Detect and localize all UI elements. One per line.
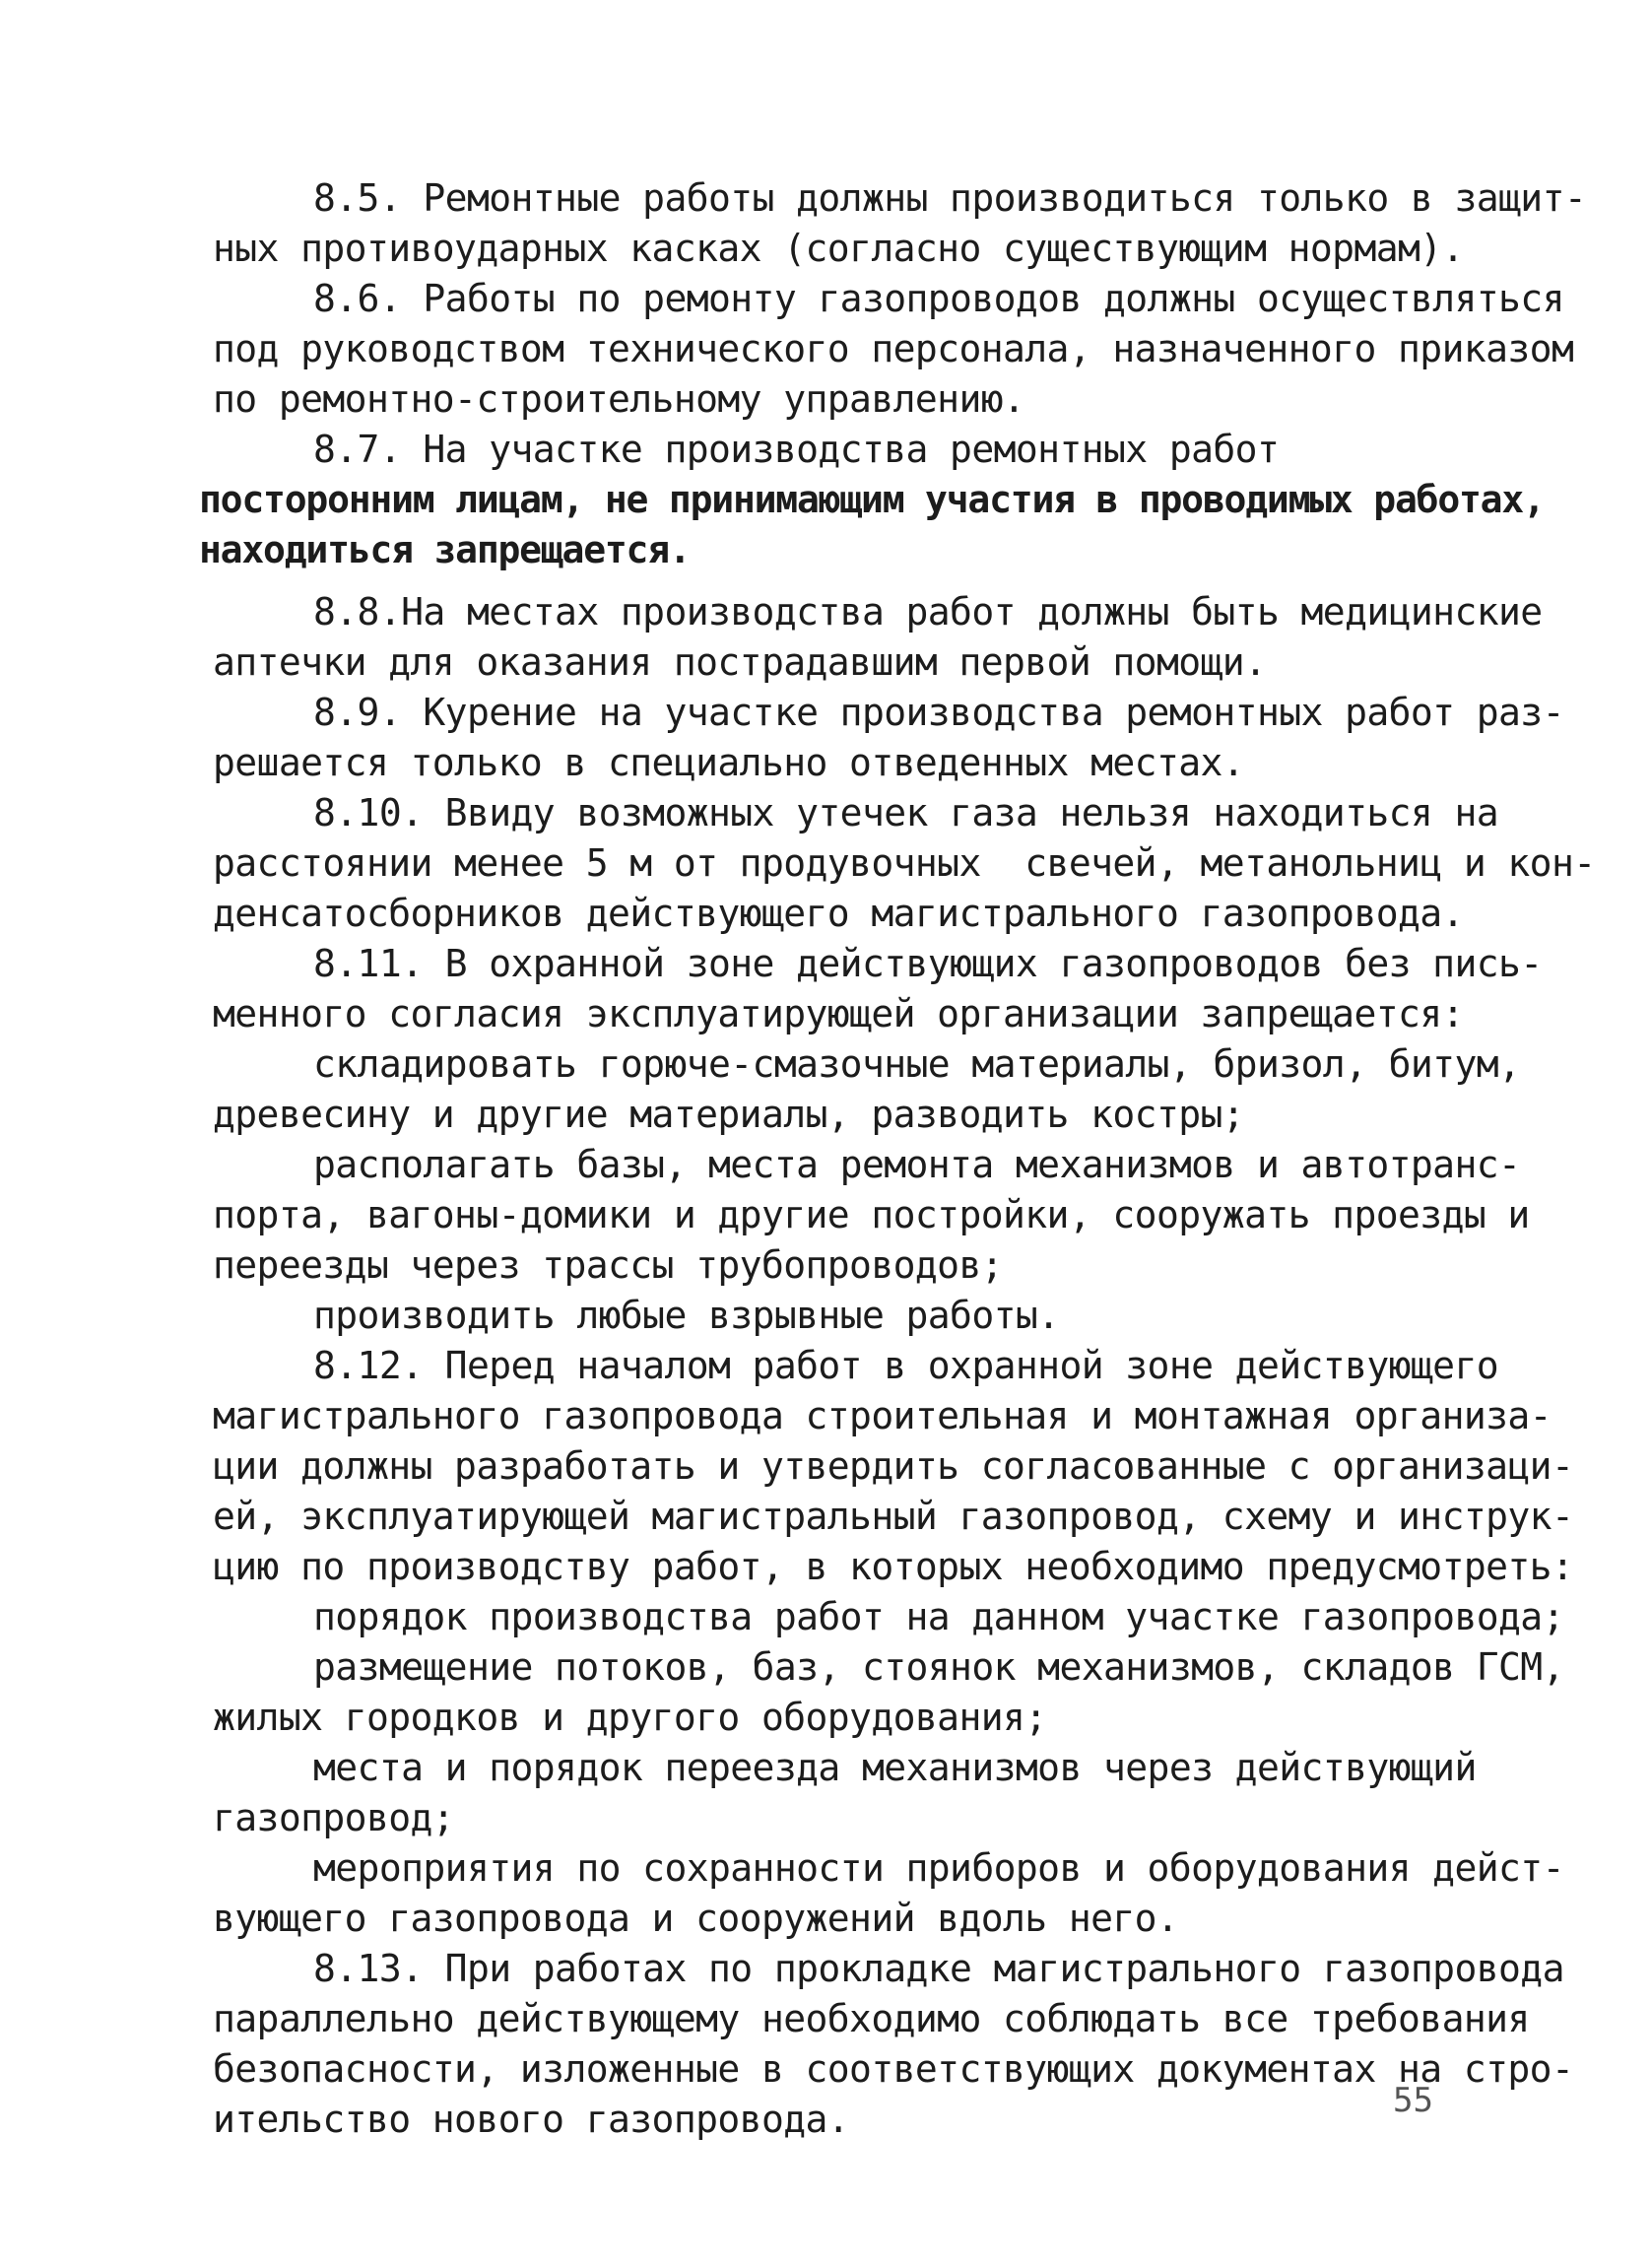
paragraph-8-5-line: 8.5. Ремонтные работы должны производиться только в защит- [313,176,1587,220]
paragraph-8-9-line: решается только в специально отведенных местах. [213,741,1245,784]
paragraph-8-13-line: безопасности, изложенные в соответствующих документах на стро- [213,2047,1574,2091]
paragraph-8-12-line: ей, эксплуатирующей магистральный газопровод, схему и инструк- [213,1495,1574,1538]
paragraph-8-11-line: 8.11. В охранной зоне действующих газопроводов без пись- [313,942,1543,985]
paragraph-8-7-line: 8.7. На участке производства ремонтных работ [313,428,1280,471]
paragraph-8-12-line: магистрального газопровода строительная и монтажная организа- [213,1394,1552,1437]
paragraph-8-12-line: ции должны разработать и утвердить согласованные с организаци- [213,1444,1574,1488]
list-item-line: переезды через трассы трубопроводов; [213,1243,1004,1287]
paragraph-8-13-line: параллельно действующему необходимо соблюдать все требования [213,1997,1530,2040]
list-item-line: мероприятия по сохранности приборов и оборудования дейст- [313,1846,1564,1890]
list-item-line: места и порядок переезда механизмов через действующий [313,1746,1477,1789]
list-item-line: располагать базы, места ремонта механизмов и автотранс- [313,1143,1521,1186]
paragraph-8-10-line: 8.10. Ввиду возможных утечек газа нельзя находиться на [313,791,1499,834]
paragraph-8-10-line: денсатосборников действующего магистрального газопровода. [213,892,1464,935]
paragraph-8-6-line: под руководством технического персонала, назначенного приказом [213,327,1574,370]
list-item-line: складировать горюче-смазочные материалы, бризол, битум, [313,1042,1521,1086]
list-item-line: порядок производства работ на данном участке газопровода; [313,1595,1564,1638]
paragraph-8-5-line: ных противоударных касках (согласно существующим нормам). [213,227,1464,270]
list-item-line: производить любые взрывные работы. [313,1294,1060,1337]
page-number: 55 [1393,2081,1433,2120]
paragraph-8-13-line: 8.13. При работах по прокладке магистрального газопровода [313,1947,1564,1990]
paragraph-8-6-line: по ремонтно-строительному управлению. [213,377,1025,421]
paragraph-8-13-line: ительство нового газопровода. [213,2098,850,2141]
paragraph-8-7-bold-line: посторонним лицам, не принимающим участия в проводимых работах, [199,478,1545,521]
paragraph-8-7-bold-line: находиться запрещается. [199,528,691,571]
paragraph-8-12-line: 8.12. Перед началом работ в охранной зоне действующего [313,1344,1499,1387]
paragraph-8-11-line: менного согласия эксплуатирующей организации запрещается: [213,992,1464,1035]
paragraph-8-10-line: расстоянии менее 5 м от продувочных свечей, метанольниц и кон- [213,841,1596,885]
list-item-line: жилых городков и другого оборудования; [213,1696,1047,1739]
list-item-line: газопровод; [213,1796,455,1839]
paragraph-8-9-line: 8.9. Курение на участке производства ремонтных работ раз- [313,691,1564,734]
paragraph-8-12-line: цию по производству работ, в которых необходимо предусмотреть: [213,1545,1574,1588]
list-item-line: порта, вагоны-домики и другие постройки, сооружать проезды и [213,1193,1530,1236]
paragraph-8-8-line: 8.8.На местах производства работ должны быть медицинские [313,590,1543,634]
list-item-line: размещение потоков, баз, стоянок механизмов, складов ГСМ, [313,1645,1564,1689]
document-body [199,173,1596,2145]
paragraph-8-6-line: 8.6. Работы по ремонту газопроводов должны осуществляться [313,277,1564,320]
list-item-line: вующего газопровода и сооружений вдоль него. [213,1897,1179,1940]
paragraph-8-8-line: аптечки для оказания пострадавшим первой помощи. [213,640,1267,684]
list-item-line: древесину и другие материалы, разводить костры; [213,1093,1245,1136]
